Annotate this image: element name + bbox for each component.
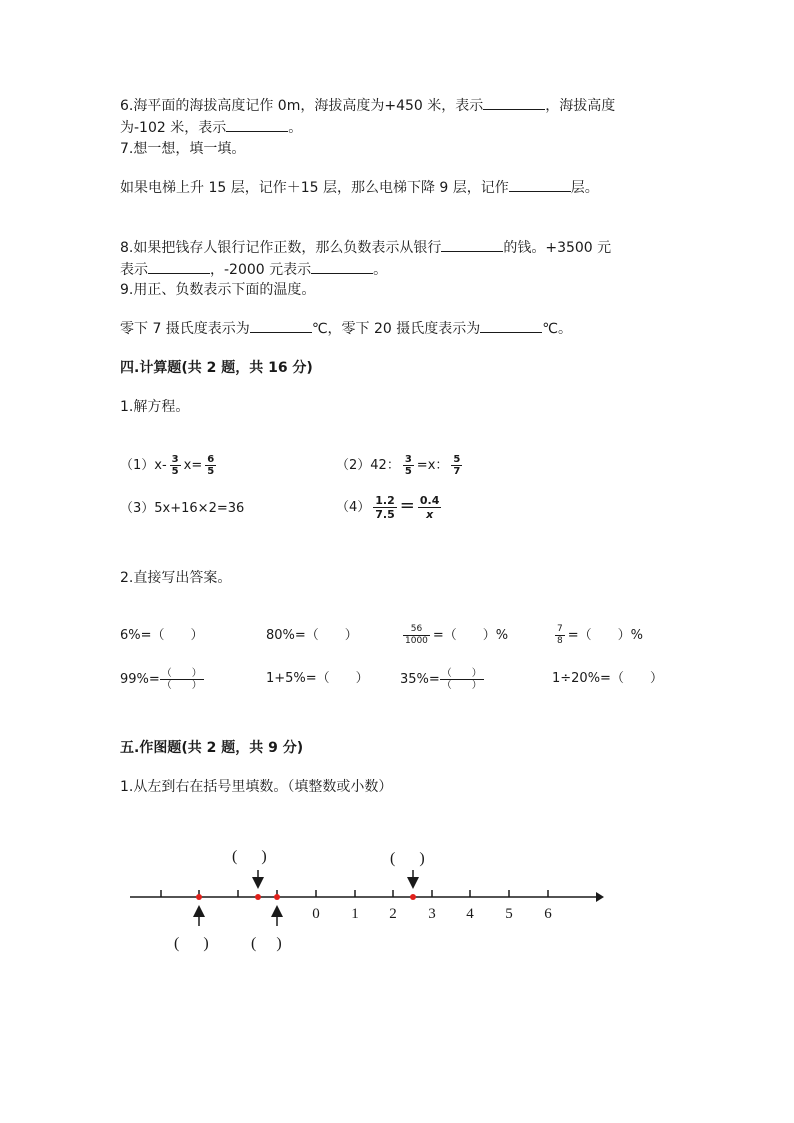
fraction: $\frac{3}{5}$ xyxy=(171,454,179,477)
q9-text: 零下 7 摄氏度表示为 ℃，零下 20 摄氏度表示为 ℃。 xyxy=(120,317,572,340)
q8-blank-2[interactable] xyxy=(148,258,210,274)
answer-1-4: $\frac{7}{8}$ =（ ）% xyxy=(557,624,643,646)
fraction: $\frac{0.4}{x}$ xyxy=(419,494,440,521)
blank-b[interactable]: ( ) xyxy=(232,848,267,865)
q7-blank[interactable] xyxy=(509,176,571,192)
tick-label-6: 6 xyxy=(544,906,552,922)
fraction: $\frac{1.2}{7.5}$ xyxy=(375,494,395,521)
equation-3: （3）5x+16×2=36 xyxy=(120,501,245,516)
tick-label-0: 0 xyxy=(312,906,320,922)
q9-blank-2[interactable] xyxy=(480,317,542,333)
fraction: $\frac{7}{8}$ xyxy=(557,624,563,646)
q9-blank-1[interactable] xyxy=(250,317,312,333)
answer-1-3: $\frac{56}{1000}$ =（ ）% xyxy=(405,624,509,646)
section5-heading: 五.作图题(共 2 题，共 9 分) xyxy=(120,740,304,756)
blank-c[interactable]: ( ) xyxy=(251,935,282,952)
section4-q2-title: 2.直接写出答案。 xyxy=(120,570,232,586)
blank-d[interactable]: ( ) xyxy=(390,850,425,867)
q6-line1: 6.海平面的海拔高度记作 0m，海拔高度为+450 米，表示 ，海拔高度 xyxy=(120,94,615,117)
fraction: $\frac{5}{7}$ xyxy=(453,454,461,477)
fraction: $\frac{3}{5}$ xyxy=(404,454,412,477)
tick-label-1: 1 xyxy=(351,906,359,922)
answer-2-2: 1+5%=（ ） xyxy=(266,671,369,686)
answer-1-1: 6%=（ ） xyxy=(120,628,204,643)
number-line xyxy=(0,830,794,970)
q6-blank-2[interactable] xyxy=(226,116,288,132)
equation-4: （4） $\frac{1.2}{7.5}$ = $\frac{0.4}{x}$ xyxy=(336,494,440,521)
blank-a[interactable]: ( ) xyxy=(174,935,209,952)
q9-title: 9.用正、负数表示下面的温度。 xyxy=(120,282,316,298)
fraction: $\frac{6}{5}$ xyxy=(207,454,215,477)
blank-fraction[interactable]: $\frac{( )}{( )}$ xyxy=(161,668,202,691)
answer-1-2: 80%=（ ） xyxy=(266,628,358,643)
answer-2-4: 1÷20%=（ ） xyxy=(552,671,663,686)
q6-blank-1[interactable] xyxy=(483,94,545,110)
q8-line1: 8.如果把钱存人银行记作正数，那么负数表示从银行 的钱。+3500 元 xyxy=(120,236,611,259)
section4-heading: 四.计算题(共 2 题，共 16 分) xyxy=(120,360,313,376)
q7-title: 7.想一想，填一填。 xyxy=(120,141,246,157)
tick-label-2: 2 xyxy=(389,906,397,922)
axis-arrow xyxy=(596,892,604,902)
point-a xyxy=(196,894,202,900)
q7-text: 如果电梯上升 15 层，记作＋15 层，那么电梯下降 9 层，记作 层。 xyxy=(120,176,599,199)
point-c xyxy=(274,894,280,900)
q6-line2: 为-102 米，表示 。 xyxy=(120,116,302,139)
tick-label-4: 4 xyxy=(466,906,474,922)
tick-label-5: 5 xyxy=(505,906,513,922)
answer-2-3: 35%= $\frac{( )}{( )}$ xyxy=(400,668,482,691)
tick-label-3: 3 xyxy=(428,906,436,922)
point-b xyxy=(255,894,261,900)
ticks xyxy=(161,890,548,897)
q8-line2: 表示 ，-2000 元表示 。 xyxy=(120,258,387,281)
point-d xyxy=(410,894,416,900)
fraction: $\frac{56}{1000}$ xyxy=(405,624,428,646)
q8-blank-1[interactable] xyxy=(441,236,503,252)
section5-q1-title: 1.从左到右在括号里填数。（填整数或小数） xyxy=(120,779,393,795)
equation-2: （2）42： $\frac{3}{5}$ =x： $\frac{5}{7}$ xyxy=(336,454,461,477)
section4-q1-title: 1.解方程。 xyxy=(120,399,190,415)
q8-blank-3[interactable] xyxy=(311,258,373,274)
answer-2-1: 99%= $\frac{( )}{( )}$ xyxy=(120,668,202,691)
blank-fraction[interactable]: $\frac{( )}{( )}$ xyxy=(441,668,482,691)
equation-1: （1）x- $\frac{3}{5}$ x= $\frac{6}{5}$ xyxy=(120,454,215,477)
